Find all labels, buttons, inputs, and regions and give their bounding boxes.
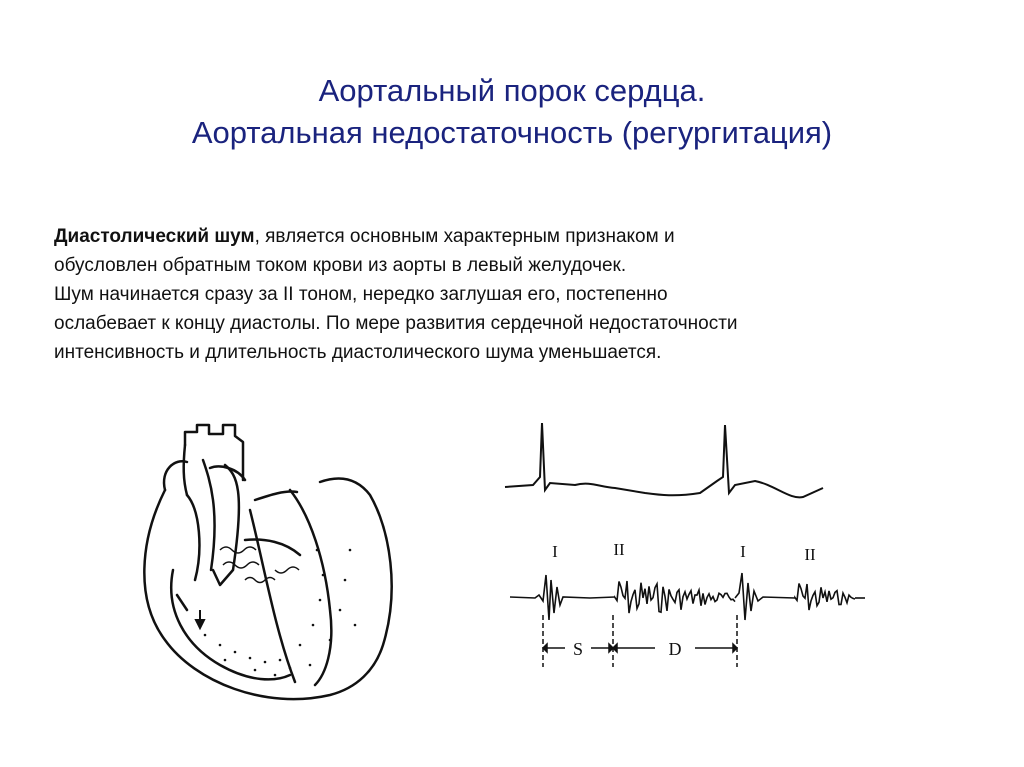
interval-label-s: S <box>572 639 584 659</box>
paragraph-2-line-3: интенсивность и длительность диастолического шума уменьшается. <box>54 342 662 363</box>
paragraph-1-line-2: обусловлен обратным током крови из аорты в левый желудочек. <box>54 255 627 276</box>
title-line-1: Аортальный порок сердца. <box>318 73 706 108</box>
ecg-phonocardiogram <box>495 415 875 675</box>
paragraph-2-line-2: ослабевает к концу диастолы. По мере развития сердечной недостаточности <box>54 313 738 334</box>
paragraph-1-line-1 <box>54 222 984 251</box>
term-diastolic-murmur: Диастолический шум <box>54 226 255 247</box>
ecg-trace <box>505 423 823 497</box>
interval-label-d: D <box>668 639 682 659</box>
body-text <box>54 222 984 367</box>
sound-label-1: I <box>552 542 558 561</box>
heart-diagram <box>125 420 415 720</box>
sound-label-2: II <box>613 540 625 559</box>
sound-label-3: I <box>740 542 746 561</box>
paragraph-1-rest: , является основным характерным признаком и <box>254 226 675 247</box>
title-line-2: Аортальная недостаточность (регургитация) <box>191 115 833 150</box>
sound-label-4: II <box>804 545 816 564</box>
phonocardiogram-trace <box>510 573 865 620</box>
paragraph-2-line-1: Шум начинается сразу за II тоном, нередко заглушая его, постепенно <box>54 284 668 305</box>
slide-title <box>0 70 1024 154</box>
